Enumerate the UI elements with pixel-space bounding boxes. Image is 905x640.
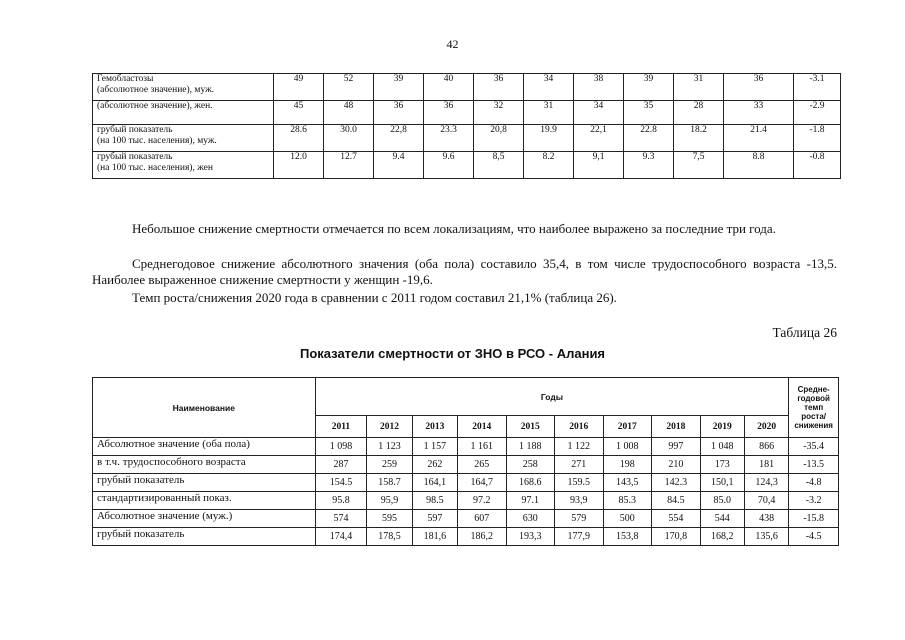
name-header: Наименование [93, 378, 316, 438]
year-header: 2019 [700, 416, 744, 438]
table-cell: 34 [574, 101, 624, 125]
row-name-line: Гемобластозы [97, 74, 154, 84]
table-cell: 168.6 [506, 474, 555, 492]
table-cell: 997 [652, 438, 701, 456]
year-header: 2013 [412, 416, 457, 438]
paragraph-3: Темп роста/снижения 2020 года в сравнении с 2011 годом составил 21,1% (таблица 26). [132, 290, 617, 305]
row-name [93, 152, 274, 179]
year-header: 2012 [367, 416, 412, 438]
row-name: в т.ч. трудоспособного возраста [93, 456, 316, 474]
table-row [93, 456, 839, 474]
table-cell: 36 [424, 101, 474, 125]
table-cell: 39 [374, 74, 424, 101]
table-cell: 39 [624, 74, 674, 101]
year-header: 2017 [603, 416, 652, 438]
table-cell: -4.8 [789, 474, 839, 492]
table-cell: 1 157 [412, 438, 457, 456]
table-cell: 258 [506, 456, 555, 474]
row-name-line: (на 100 тыс. населения), муж. [97, 136, 217, 146]
table-cell: 259 [367, 456, 412, 474]
table-cell: 1 161 [458, 438, 507, 456]
table-row [93, 125, 841, 152]
table-cell: 287 [315, 456, 367, 474]
table-cell: 159.5 [555, 474, 604, 492]
table-cell: -0.8 [794, 152, 841, 179]
table-cell: 85.3 [603, 492, 652, 510]
table-cell: 544 [700, 510, 744, 528]
table-cell: 22,8 [374, 125, 424, 152]
row-name [93, 74, 274, 101]
table-cell: 1 123 [367, 438, 412, 456]
row-name-line: грубый показатель [97, 152, 173, 162]
table-cell: 38 [574, 74, 624, 101]
table-cell: 7,5 [674, 152, 724, 179]
table-cell: 28 [674, 101, 724, 125]
year-header: 2018 [652, 416, 701, 438]
table-cell: 168,2 [700, 528, 744, 546]
table-cell: 153,8 [603, 528, 652, 546]
table-cell: 36 [724, 74, 794, 101]
table-cell: 438 [744, 510, 788, 528]
table-cell: 32 [474, 101, 524, 125]
table-cell: 20,8 [474, 125, 524, 152]
table-cell: 265 [458, 456, 507, 474]
table-cell: 8.8 [724, 152, 794, 179]
table-cell: 178,5 [367, 528, 412, 546]
table-cell: 142.3 [652, 474, 701, 492]
years-header: Годы [315, 378, 789, 416]
table-cell: 18.2 [674, 125, 724, 152]
table-cell: 9.4 [374, 152, 424, 179]
table-cell: 170,8 [652, 528, 701, 546]
table-cell: 9,1 [574, 152, 624, 179]
table-number-label: Таблица 26 [772, 325, 837, 340]
table-cell: 97.2 [458, 492, 507, 510]
table-cell: 150,1 [700, 474, 744, 492]
table-cell: 33 [724, 101, 794, 125]
table-cell: 8,5 [474, 152, 524, 179]
table-cell: 193,3 [506, 528, 555, 546]
year-header: 2015 [506, 416, 555, 438]
mortality-table [92, 377, 839, 546]
trend-header-line: снижения [794, 421, 833, 430]
table-cell: 164,7 [458, 474, 507, 492]
table-cell: 173 [700, 456, 744, 474]
year-header: 2016 [555, 416, 604, 438]
table-cell: 31 [674, 74, 724, 101]
table-row [93, 492, 839, 510]
table-cell: 186,2 [458, 528, 507, 546]
table-cell: 48 [324, 101, 374, 125]
table-cell: 36 [374, 101, 424, 125]
table-cell: 98.5 [412, 492, 457, 510]
table-cell: 52 [324, 74, 374, 101]
year-header: 2014 [458, 416, 507, 438]
table-cell: 95.8 [315, 492, 367, 510]
table-cell: 1 048 [700, 438, 744, 456]
table-row [93, 510, 839, 528]
table-cell: 1 188 [506, 438, 555, 456]
table-cell: 9.6 [424, 152, 474, 179]
table-cell: 34 [524, 74, 574, 101]
table-cell: 35 [624, 101, 674, 125]
table-cell: 12.7 [324, 152, 374, 179]
table-cell: -1.8 [794, 125, 841, 152]
row-name: Абсолютное значение (оба пола) [93, 438, 316, 456]
table-cell: 271 [555, 456, 604, 474]
table-cell: 36 [474, 74, 524, 101]
table-cell: 154.5 [315, 474, 367, 492]
table-cell: 70,4 [744, 492, 788, 510]
table-cell: 595 [367, 510, 412, 528]
table-cell: 97.1 [506, 492, 555, 510]
paragraph-1: Небольшое снижение смертности отмечается по всем локализациям, что наиболее выражено за последние три года. [132, 221, 776, 236]
row-name: грубый показатель [93, 474, 316, 492]
table-cell: 181,6 [412, 528, 457, 546]
table-cell: 164,1 [412, 474, 457, 492]
table-cell: 607 [458, 510, 507, 528]
table-row [93, 152, 841, 179]
trend-header [789, 378, 839, 438]
table-cell: 143,5 [603, 474, 652, 492]
table-title: Показатели смертности от ЗНО в РСО - Алания [299, 346, 606, 361]
table-cell: 181 [744, 456, 788, 474]
table-cell: 1 098 [315, 438, 367, 456]
table-cell: 597 [412, 510, 457, 528]
table-cell: 124,3 [744, 474, 788, 492]
table-row [93, 438, 839, 456]
table-cell: 1 008 [603, 438, 652, 456]
table-cell: 1 122 [555, 438, 604, 456]
table-cell: 95,9 [367, 492, 412, 510]
table-cell: -3.2 [789, 492, 839, 510]
table-cell: 574 [315, 510, 367, 528]
table-cell: 23.3 [424, 125, 474, 152]
table-cell: 85.0 [700, 492, 744, 510]
table-cell: 500 [603, 510, 652, 528]
table-cell: 40 [424, 74, 474, 101]
table-cell: 579 [555, 510, 604, 528]
page-number: 42 [446, 37, 459, 51]
trend-header-line: Средне- [797, 385, 830, 394]
table-row [93, 74, 841, 101]
table-row [93, 474, 839, 492]
table-cell: 262 [412, 456, 457, 474]
table-cell: -13.5 [789, 456, 839, 474]
row-name-line: грубый показатель [97, 125, 173, 135]
table-cell: 22.8 [624, 125, 674, 152]
table-cell: 630 [506, 510, 555, 528]
row-name [93, 101, 274, 125]
table-cell: 30.0 [324, 125, 374, 152]
table-cell: 158.7 [367, 474, 412, 492]
row-name: Абсолютное значение (муж.) [93, 510, 316, 528]
table-cell: 21.4 [724, 125, 794, 152]
table-cell: -35.4 [789, 438, 839, 456]
year-header: 2011 [315, 416, 367, 438]
table-row [93, 101, 841, 125]
table-cell: 49 [274, 74, 324, 101]
table-cell: -3.1 [794, 74, 841, 101]
table-cell: 174,4 [315, 528, 367, 546]
table-cell: 28.6 [274, 125, 324, 152]
table-cell: 22,1 [574, 125, 624, 152]
row-name-line: (абсолютное значение), муж. [97, 85, 215, 95]
table-row [93, 528, 839, 546]
row-name: стандартизированный показ. [93, 492, 316, 510]
row-name [93, 125, 274, 152]
table-cell: 9.3 [624, 152, 674, 179]
table-cell: 84.5 [652, 492, 701, 510]
table-cell: 210 [652, 456, 701, 474]
hemoblastosis-table [92, 73, 841, 179]
row-name-line: (на 100 тыс. населения), жен [97, 163, 213, 173]
table-cell: -4.5 [789, 528, 839, 546]
trend-header-line: годовой [797, 394, 830, 403]
table-cell: 866 [744, 438, 788, 456]
table-cell: 135,6 [744, 528, 788, 546]
table-cell: 19.9 [524, 125, 574, 152]
table-cell: 45 [274, 101, 324, 125]
table-cell: 198 [603, 456, 652, 474]
table-cell: 31 [524, 101, 574, 125]
table-cell: 177,9 [555, 528, 604, 546]
table-cell: 554 [652, 510, 701, 528]
row-name: грубый показатель [93, 528, 316, 546]
table-cell: -15.8 [789, 510, 839, 528]
paragraph-2: Среднегодовое снижение абсолютного значения (оба пола) составило 35,4, в том числе трудоспособного возраста -13,5. Наиболее выраженное снижение смертности у женщин -19,6. [92, 256, 837, 287]
table-cell: 8.2 [524, 152, 574, 179]
trend-header-line: темп [804, 403, 824, 412]
table-cell: -2.9 [794, 101, 841, 125]
row-name-line: (абсолютное значение), жен. [97, 101, 213, 111]
table-cell: 12.0 [274, 152, 324, 179]
year-header: 2020 [744, 416, 788, 438]
table-cell: 93,9 [555, 492, 604, 510]
trend-header-line: роста/ [801, 412, 826, 421]
